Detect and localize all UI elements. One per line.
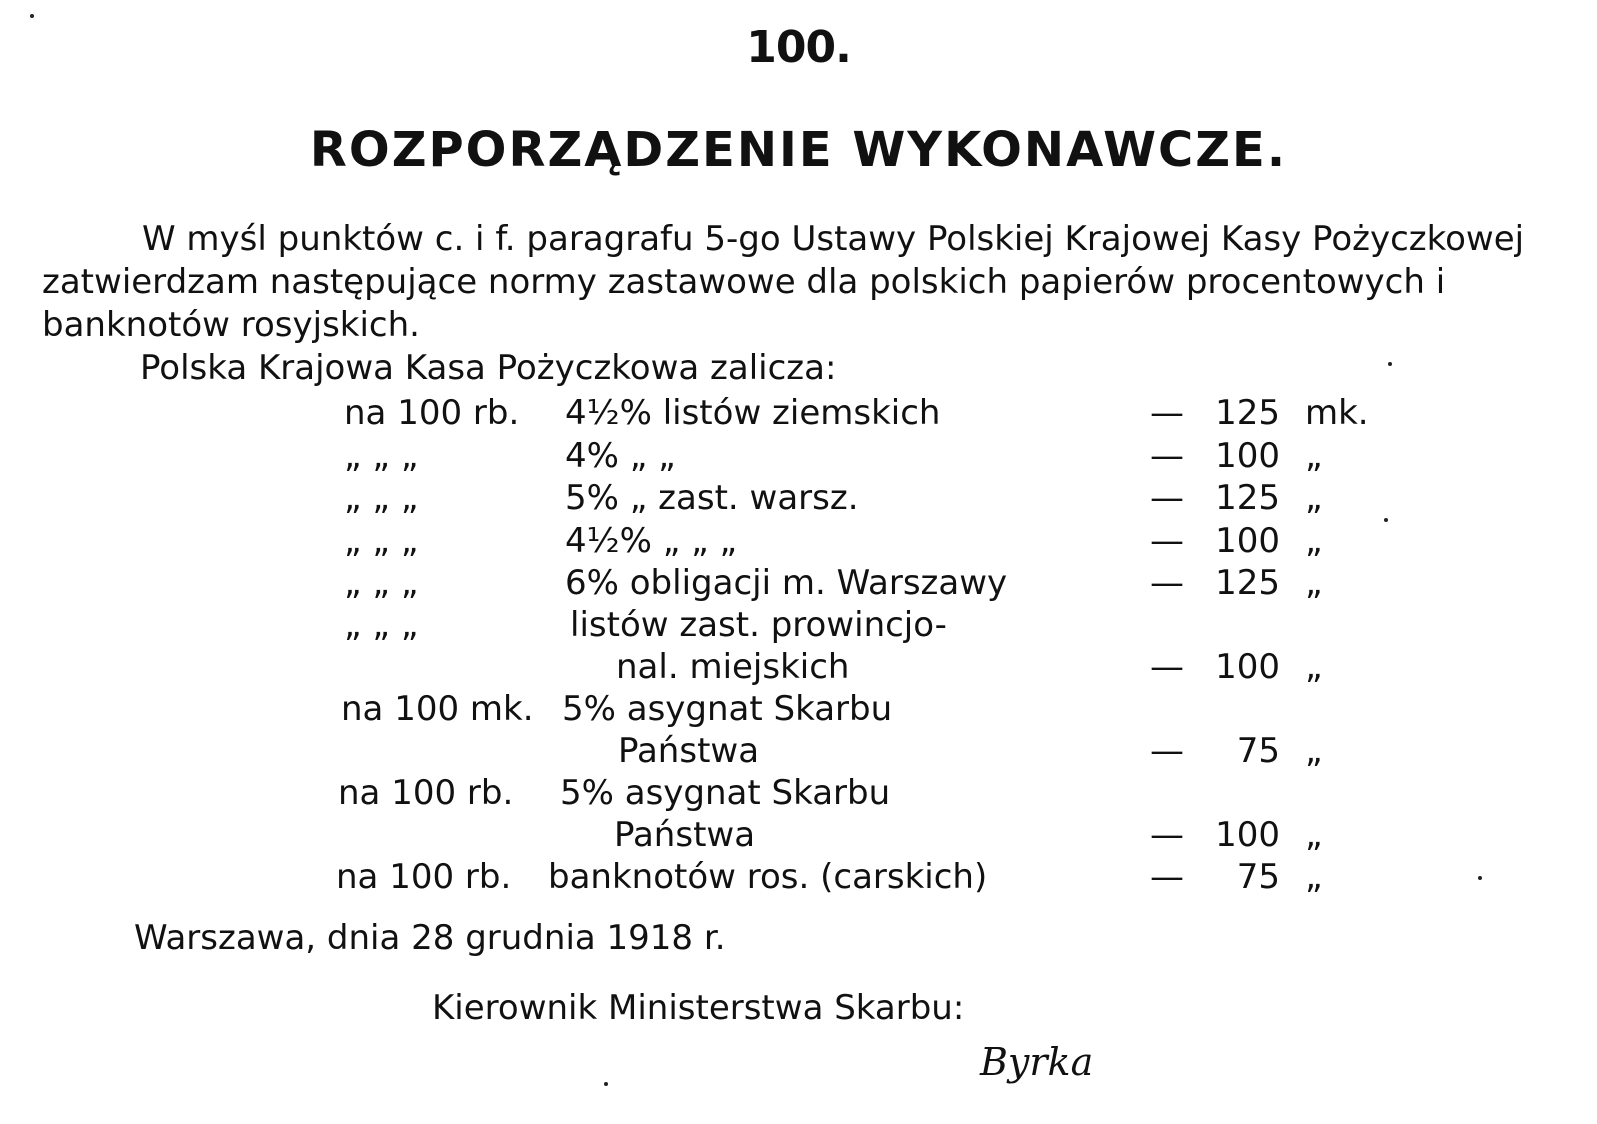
- rate-row: [0, 435, 1597, 477]
- rate-row: [0, 772, 1597, 814]
- rate-unit: „: [1305, 563, 1323, 603]
- document-title: ROZPORZĄDZENIE WYKONAWCZE.: [309, 122, 1288, 178]
- rate-unit: „: [1305, 521, 1323, 561]
- rate-row: [0, 856, 1597, 898]
- rate-unit: mk.: [1305, 393, 1369, 433]
- place-and-date: Warszawa, dnia 28 grudnia 1918 r.: [134, 918, 726, 958]
- rate-description: 5% „ zast. warsz.: [565, 478, 859, 518]
- rate-dash: —: [1150, 521, 1184, 561]
- document-number: 100.: [746, 22, 851, 73]
- rate-description: 4½% listów ziemskich: [565, 393, 941, 433]
- rate-unit: „: [1305, 815, 1323, 855]
- intro-paragraph: [42, 218, 1542, 347]
- rate-prefix: na 100 mk.: [341, 689, 534, 729]
- rate-value: 75: [1236, 857, 1280, 897]
- rate-prefix: „ „ „: [344, 436, 419, 476]
- rate-dash: —: [1150, 478, 1184, 518]
- rate-description: 4½% „ „ „: [565, 521, 738, 561]
- rate-prefix: „ „ „: [344, 521, 419, 561]
- rate-row-continued: [0, 814, 1597, 856]
- rate-dash: —: [1150, 857, 1184, 897]
- rate-dash: —: [1150, 393, 1184, 433]
- rate-value: 125: [1215, 563, 1280, 603]
- rate-description: 6% obligacji m. Warszawy: [565, 563, 1008, 603]
- rate-prefix: na 100 rb.: [336, 857, 512, 897]
- rate-unit: „: [1305, 647, 1323, 687]
- intro-paragraph-text: W myśl punktów c. i f. paragrafu 5-go Ustawy Polskiej Krajowej Kasy Pożyczkowej zatwierdzam następujące normy zastawowe dla polskich papierów procentowych i banknotów rosyjskich.: [42, 219, 1525, 345]
- rate-row: [0, 562, 1597, 604]
- rate-description-line2: Państwa: [618, 731, 760, 771]
- rate-row-continued: [0, 646, 1597, 688]
- rate-row: [0, 477, 1597, 519]
- rate-value: 125: [1215, 478, 1280, 518]
- rate-description: listów zast. prowincjo-: [570, 605, 947, 645]
- rate-value: 100: [1215, 647, 1280, 687]
- rate-row: [0, 392, 1597, 434]
- rate-dash: —: [1150, 815, 1184, 855]
- rate-value: 125: [1215, 393, 1280, 433]
- rate-row: [0, 520, 1597, 562]
- rate-description: 5% asygnat Skarbu: [560, 773, 891, 813]
- signatory-office: Kierownik Ministerstwa Skarbu:: [432, 988, 965, 1028]
- scan-speck: [604, 1082, 608, 1086]
- rate-row: [0, 604, 1597, 646]
- rate-dash: —: [1150, 436, 1184, 476]
- intro-line: Polska Krajowa Kasa Pożyczkowa zalicza:: [140, 348, 837, 388]
- rate-description: banknotów ros. (carskich): [548, 857, 988, 897]
- rate-unit: „: [1305, 436, 1323, 476]
- rate-description-line2: nal. miejskich: [616, 647, 850, 687]
- rate-prefix: na 100 rb.: [338, 773, 514, 813]
- rate-value: 100: [1215, 815, 1280, 855]
- rate-value: 100: [1215, 436, 1280, 476]
- rate-prefix: „ „ „: [344, 605, 419, 645]
- rate-unit: „: [1305, 857, 1323, 897]
- rate-dash: —: [1150, 563, 1184, 603]
- rate-value: 100: [1215, 521, 1280, 561]
- rate-dash: —: [1150, 731, 1184, 771]
- scan-speck: [1478, 876, 1482, 880]
- rate-prefix: „ „ „: [344, 478, 419, 518]
- rate-row: [0, 688, 1597, 730]
- scan-speck: [1384, 518, 1388, 522]
- signature: Byrka: [980, 1040, 1094, 1084]
- rate-dash: —: [1150, 647, 1184, 687]
- rate-unit: „: [1305, 478, 1323, 518]
- rate-value: 75: [1236, 731, 1280, 771]
- rate-row-continued: [0, 730, 1597, 772]
- rate-prefix: na 100 rb.: [344, 393, 520, 433]
- rate-description: 4% „ „: [565, 436, 676, 476]
- rate-description: 5% asygnat Skarbu: [562, 689, 893, 729]
- rate-unit: „: [1305, 731, 1323, 771]
- scan-speck: [1388, 362, 1392, 366]
- scan-speck: [30, 14, 34, 18]
- rate-description-line2: Państwa: [614, 815, 756, 855]
- rate-prefix: „ „ „: [344, 563, 419, 603]
